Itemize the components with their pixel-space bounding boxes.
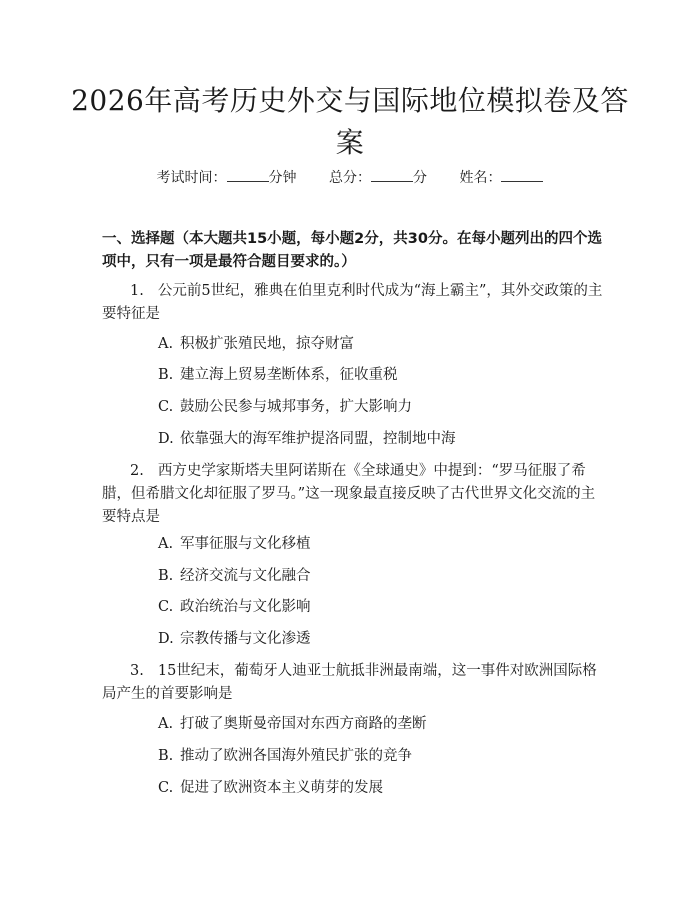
question-2-option-c[interactable] [158, 596, 604, 618]
option-text: 促进了欧洲资本主义萌芽的发展 [180, 780, 383, 796]
name-blank [501, 167, 543, 182]
option-letter: C. [158, 399, 174, 415]
option-letter: C. [158, 599, 174, 615]
question-3-option-c[interactable] [158, 777, 604, 799]
question-1-option-c[interactable] [158, 396, 604, 418]
name-label: 姓名： [459, 170, 502, 186]
question-2-option-b[interactable] [158, 565, 604, 587]
exam-time-unit: 分钟 [268, 170, 297, 186]
total-score-unit: 分 [413, 170, 427, 186]
exam-time-label: 考试时间： [156, 170, 227, 186]
page-title: 2026年高考历史外交与国际地位模拟卷及答案 [71, 84, 629, 159]
question-stem: 公元前5世纪，雅典在伯里克利时代成为“海上霸主”，其外交政策的主要特征是 [102, 283, 603, 322]
option-letter: A. [158, 336, 174, 352]
question-3 [102, 660, 604, 706]
option-text: 政治统治与文化影响 [180, 599, 311, 615]
question-1-option-b[interactable] [158, 364, 604, 386]
question-3-option-b[interactable] [158, 745, 604, 767]
option-text: 积极扩张殖民地，掠夺财富 [180, 336, 354, 352]
option-text: 推动了欧洲各国海外殖民扩张的竞争 [180, 748, 412, 764]
question-stem: 西方史学家斯塔夫里阿诺斯在《全球通史》中提到：“罗马征服了希腊，但希腊文化却征服了罗马。”这一现象最直接反映了古代世界文化交流的主要特点是 [102, 463, 596, 525]
question-stem: 15世纪末，葡萄牙人迪亚士航抵非洲最南端，这一事件对欧洲国际格局产生的首要影响是 [102, 663, 597, 702]
option-letter: B. [158, 748, 174, 764]
question-number: 1. [130, 283, 144, 299]
name-field [459, 170, 543, 186]
option-text: 宗教传播与文化渗透 [180, 631, 311, 647]
option-letter: C. [158, 780, 174, 796]
question-2-option-a[interactable] [158, 533, 604, 555]
total-score-field [329, 170, 431, 186]
question-number: 2. [130, 463, 144, 479]
question-3-option-a[interactable] [158, 713, 604, 735]
question-1-option-a[interactable] [158, 333, 604, 355]
option-text: 鼓励公民参与城邦事务，扩大影响力 [180, 399, 412, 415]
option-letter: A. [158, 536, 174, 552]
section-header: 一、选择题（本大题共15小题，每小题2分，共30分。在每小题列出的四个选项中，只有一项是最符合题目要求的。） [102, 231, 602, 270]
question-1-option-d[interactable] [158, 428, 604, 450]
option-letter: D. [158, 631, 174, 647]
option-text: 依靠强大的海军维护提洛同盟，控制地中海 [180, 431, 456, 447]
exam-time-blank [227, 167, 269, 182]
exam-info-line [0, 167, 700, 189]
option-letter: A. [158, 716, 174, 732]
question-2 [102, 460, 604, 529]
option-letter: D. [158, 431, 174, 447]
question-2-option-d[interactable] [158, 628, 604, 650]
option-text: 打破了奥斯曼帝国对东西方商路的垄断 [180, 716, 427, 732]
question-number: 3. [130, 663, 144, 679]
option-text: 建立海上贸易垄断体系，征收重税 [180, 367, 398, 383]
option-text: 经济交流与文化融合 [180, 568, 311, 584]
question-1 [102, 280, 604, 326]
total-score-label: 总分： [329, 170, 371, 186]
exam-time-field [157, 170, 301, 186]
option-letter: B. [158, 568, 174, 584]
option-text: 军事征服与文化移植 [180, 536, 311, 552]
total-score-blank [371, 167, 413, 182]
option-letter: B. [158, 367, 174, 383]
